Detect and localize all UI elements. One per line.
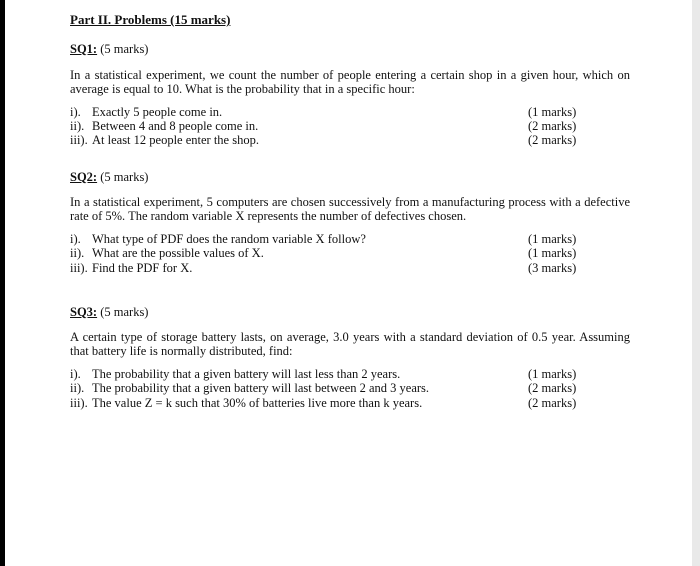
sq1-item-3-marks: (2 marks) — [528, 133, 577, 147]
sq3-item-1: i). The probability that a given battery will last less than 2 years. — [70, 367, 401, 381]
sq3-marks: (5 marks) — [97, 305, 149, 319]
sq1-text: In a statistical experiment, we count the number of people entering a certain shop in a given hour, which on average is equal to 10. What is the probability that in a specific hour: — [70, 68, 630, 96]
sq2-item-2-marks: (1 marks) — [528, 246, 577, 260]
sq2-heading — [70, 170, 148, 185]
right-page-edge — [692, 0, 700, 566]
sq3-item-1-marks: (1 marks) — [528, 367, 577, 381]
sq2-marks: (5 marks) — [97, 170, 149, 184]
sq2-item-1-marks: (1 marks) — [528, 232, 577, 246]
left-page-edge — [0, 0, 5, 566]
sq2-item-3-marks: (3 marks) — [528, 261, 577, 275]
sq2-item-1: i). What type of PDF does the random variable X follow? — [70, 232, 366, 246]
sq3-item-3-marks: (2 marks) — [528, 396, 577, 410]
sq3-label: SQ3: — [70, 305, 98, 319]
sq3-heading — [70, 305, 148, 320]
sq1-label: SQ1: — [70, 42, 98, 56]
sq1-item-2-marks: (2 marks) — [528, 119, 577, 133]
sq2-text: In a statistical experiment, 5 computers are chosen successively from a manufacturing process with a defective rate of 5%. The random variable X represents the number of defectives chosen. — [70, 195, 630, 223]
sq1-item-1-marks: (1 marks) — [528, 105, 577, 119]
sq2-label: SQ2: — [70, 170, 98, 184]
sq1-marks: (5 marks) — [97, 42, 149, 56]
sq1-item-2: ii). Between 4 and 8 people come in. — [70, 119, 259, 133]
sq1-item-3: iii). At least 12 people enter the shop. — [70, 133, 259, 147]
sq2-item-2: ii). What are the possible values of X. — [70, 246, 264, 260]
sq3-text: A certain type of storage battery lasts, on average, 3.0 years with a standard deviation of 0.5 year. Assuming that battery life is normally distributed, find: — [70, 330, 630, 358]
page-heading: Part II. Problems (15 marks) — [70, 12, 231, 27]
sq3-item-3: iii). The value Z = k such that 30% of batteries live more than k years. — [70, 396, 423, 410]
sq1-item-1: i). Exactly 5 people come in. — [70, 105, 223, 119]
sq1-heading — [70, 42, 148, 57]
sq3-item-2-marks: (2 marks) — [528, 381, 577, 395]
sq2-item-3: iii). Find the PDF for X. — [70, 261, 193, 275]
sq3-item-2: ii). The probability that a given battery will last between 2 and 3 years. — [70, 381, 430, 395]
